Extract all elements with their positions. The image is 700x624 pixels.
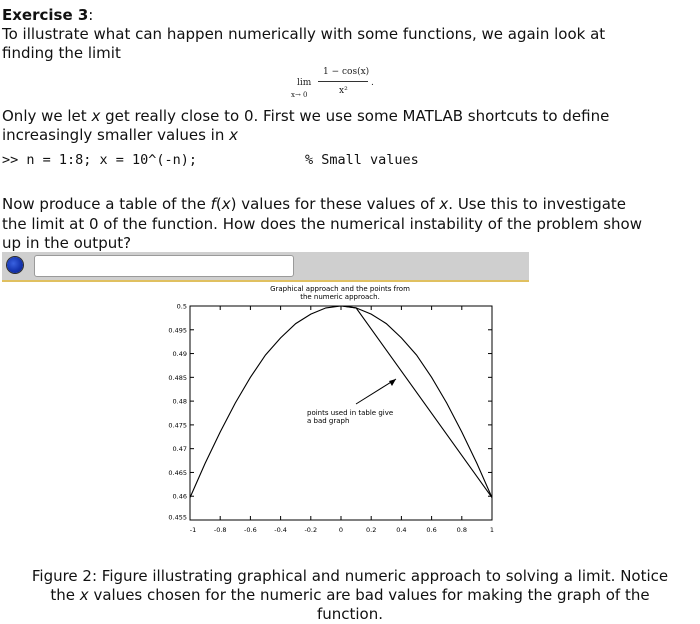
text-line-table: [2, 194, 626, 214]
limit-chart: [0, 280, 700, 592]
x-tick-label: 0.8: [456, 526, 467, 534]
y-tick-label: 0.485: [168, 373, 187, 382]
formula-period: .: [371, 78, 374, 88]
text-segment: ) values for these values of: [230, 195, 440, 213]
x-tick-label: -0.6: [244, 526, 257, 534]
text-segment: increasingly smaller values in: [2, 126, 230, 144]
answer-input[interactable]: [34, 255, 294, 277]
y-tick-label: 0.495: [168, 326, 187, 335]
y-tick-label: 0.47: [172, 445, 187, 454]
y-tick-label: 0.5: [176, 302, 187, 311]
figure-caption-line-3: function.: [316, 605, 384, 623]
text-segment: Only we let: [2, 107, 92, 125]
text-line-instability: the limit at 0 of the function. How does the numerical instability of the problem show: [2, 215, 642, 233]
x-tick-label: 0.4: [396, 526, 407, 534]
annotation-arrow-line: [356, 379, 396, 404]
y-tick-label: 0.475: [168, 421, 187, 430]
y-tick-label: 0.465: [168, 468, 187, 477]
text-segment: Now produce a table of the: [2, 195, 211, 213]
intro-line-1: To illustrate what can happen numerically with some functions, we again look at: [2, 25, 606, 43]
x-tick-label: 0.2: [366, 526, 377, 534]
chart-title-line-2: the numeric approach.: [300, 293, 380, 301]
matlab-code: >> n = 1:8; x = 10^(-n);: [2, 152, 198, 168]
intro-line-2: finding the limit: [2, 44, 121, 62]
x-tick-label: -0.4: [274, 526, 287, 534]
answer-radio-button[interactable]: [7, 257, 23, 273]
y-tick-label: 0.46: [172, 492, 187, 501]
text-segment: values chosen for the numeric are bad values for making the graph of the: [88, 586, 650, 604]
formula-limit-subscript: x→ 0: [291, 91, 308, 99]
text-segment: . Use this to investigate: [448, 195, 627, 213]
math-var-f: f: [210, 195, 216, 213]
text-segment: the: [50, 586, 80, 604]
x-tick-label: -0.8: [213, 526, 227, 534]
formula-denominator: x²: [339, 86, 348, 96]
y-tick-label: 0.455: [168, 513, 187, 522]
x-tick-label: 0: [338, 526, 344, 534]
chart-series: [190, 306, 492, 498]
math-var-x: x: [79, 586, 89, 604]
text-line-output: up in the output?: [2, 234, 132, 252]
numeric-points-line: [341, 306, 492, 498]
text-line-smaller-values: [2, 125, 238, 145]
exercise-title-colon: :: [88, 6, 94, 24]
matlab-code-comment: % Small values: [305, 152, 419, 168]
figure-caption-line-1: Figure 2: Figure illustrating graphical and numeric approach to solving a limit. Notice: [31, 567, 669, 585]
text-line-close-to-zero: [2, 106, 609, 126]
math-var-x: x: [439, 195, 449, 213]
math-var-x: x: [229, 126, 239, 144]
y-tick-label: 0.48: [172, 397, 187, 406]
annotation-line-2: a bad graph: [307, 417, 350, 425]
text-segment: (: [215, 195, 222, 213]
x-tick-label: 0.6: [426, 526, 437, 534]
chart-title-line-1: Graphical approach and the points from: [270, 285, 410, 293]
y-tick-label: 0.49: [172, 350, 187, 359]
annotation-arrow-head: [389, 379, 396, 386]
figure-caption-line-2: [0, 585, 700, 605]
annotation-line-1: points used in table give: [307, 409, 394, 417]
formula-lim: lim: [297, 78, 312, 88]
smooth-curve-line: [190, 306, 492, 498]
x-tick-label: -1: [189, 526, 197, 534]
text-segment: get really close to 0. First we use some MATLAB shortcuts to define: [100, 107, 610, 125]
exercise-heading: [2, 5, 93, 25]
x-tick-label: 1: [489, 526, 495, 534]
formula-numerator: 1 − cos(x): [323, 67, 370, 77]
x-tick-label: -0.2: [304, 526, 318, 534]
math-var-x: x: [91, 107, 101, 125]
math-var-x: x: [221, 195, 231, 213]
exercise-title: Exercise 3: [2, 6, 89, 24]
answer-bar: [2, 252, 529, 282]
formula-fraction-bar: [318, 81, 368, 82]
